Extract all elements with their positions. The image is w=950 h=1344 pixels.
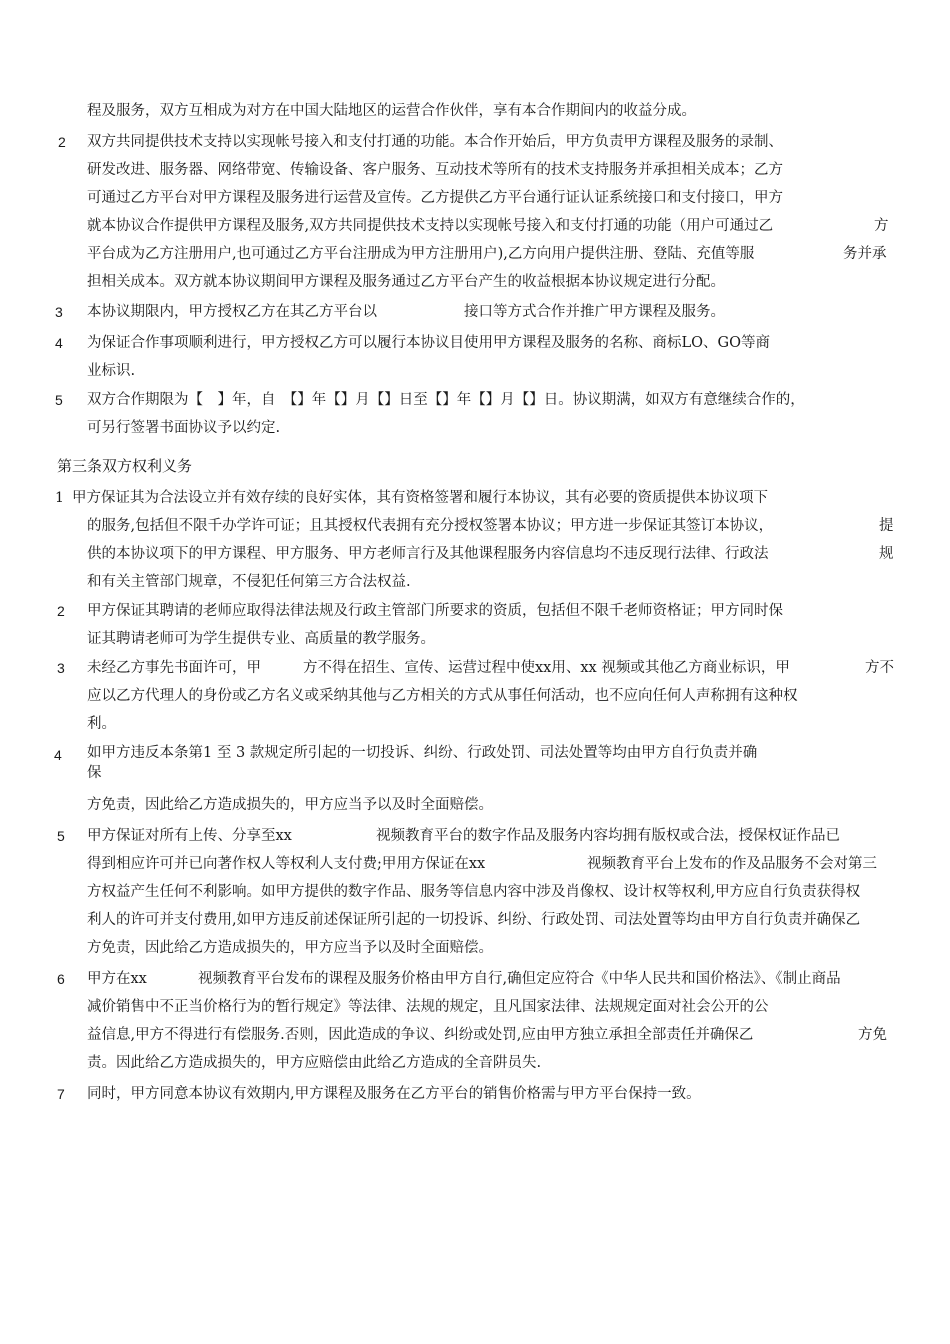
paragraph-line: 的服务,包括但不限千办学许可证；且其授权代表拥有充分授权签署本协议；甲方进一步保证其签订本协议， xyxy=(87,518,774,534)
paragraph-line: 为保证合作事项顺利进行，甲方授权乙方可以履行本协议目使用甲方课程及服务的名称、商标LO、GO等商 xyxy=(87,335,770,351)
paragraph-line: 方权益产生任何不利影响。如甲方提供的数字作品、服务等信息内容中涉及肖像权、设计权等权利,甲方应自行负责获得权 xyxy=(87,884,861,900)
paragraph-line: 和有关主管部门规章，不侵犯任何第三方合法权益. xyxy=(87,574,411,590)
paragraph-line-tail: 方不 xyxy=(865,660,894,676)
paragraph-line-tail: 规 xyxy=(879,546,894,562)
paragraph-line: 本协议期限内，甲方授权乙方在其乙方平台以 xyxy=(87,304,377,320)
list-number: 4 xyxy=(54,747,62,763)
paragraph-line: 双方合作期限为【 】年，自 【】年【】月【】日至【】年【】月【】日。协议期满，如双方有意继续合作的， xyxy=(87,392,805,408)
paragraph-line: 同时，甲方同意本协议有效期内,甲方课程及服务在乙方平台的销售价格需与甲方平台保持一致。 xyxy=(87,1086,701,1102)
paragraph-line: 责。因此给乙方造成损失的，甲方应赔偿由此给乙方造成的全音阱员失. xyxy=(87,1055,542,1071)
list-number: 4 xyxy=(55,335,63,351)
paragraph-line: 方免责，因此给乙方造成损失的，甲方应当予以及时全面赔偿。 xyxy=(87,797,493,813)
list-number: 5 xyxy=(57,828,65,844)
paragraph-line: 减价销售中不正当价格行为的暂行规定》等法律、法规的规定，且凡国家法律、法规规定面对社会公开的公 xyxy=(87,999,769,1015)
paragraph-line: 视频教育平台的数字作品及服务内容均拥有版权或合法，授保权证作品已 xyxy=(376,828,840,844)
paragraph-line-tail: 务并承 xyxy=(843,246,887,262)
paragraph-line: 甲方在xx xyxy=(87,971,147,987)
paragraph-line: 益信息,甲方不得进行有偿服务.否则，因此造成的争议、纠纷或处罚,应由甲方独立承担全部责任并确保乙 xyxy=(87,1027,754,1043)
paragraph-line: 甲方保证其聘请的老师应取得法律法规及行政主管部门所要求的资质，包括但不限千老师资格证；甲方同时保 xyxy=(87,603,783,619)
paragraph-line: 利。 xyxy=(87,716,116,732)
list-number: 2 xyxy=(58,134,66,150)
paragraph-line: 保 xyxy=(87,765,102,781)
list-number: 7 xyxy=(57,1086,65,1102)
paragraph-line: 得到相应许可并已向著作权人等权利人支付费;甲用方保证在xx xyxy=(87,856,486,872)
paragraph-line: 担相关成本。双方就本协议期间甲方课程及服务通过乙方平台产生的收益根据本协议规定进行分配。 xyxy=(87,274,725,290)
list-number: 5 xyxy=(55,392,63,408)
paragraph-line: 双方共同提供技术支持以实现帐号接入和支付打通的功能。本合作开始后，甲方负责甲方课程及服务的录制、 xyxy=(87,134,783,150)
paragraph-line: 接口等方式合作并推广甲方课程及服务。 xyxy=(464,304,725,320)
list-number: 6 xyxy=(57,971,65,987)
paragraph-line: 可通过乙方平台对甲方课程及服务进行运营及宣传。乙方提供乙方平台通行证认证系统接口和支付接口，甲方 xyxy=(87,190,783,206)
paragraph-line: 程及服务，双方互相成为对方在中国大陆地区的运营合作伙伴，享有本合作期间内的收益分成。 xyxy=(87,103,696,119)
paragraph-line: 就本协议合作提供甲方课程及服务,双方共同提供技术支持以实现帐号接入和支付打通的功能（用户可通过乙 xyxy=(87,218,774,234)
list-number: 3 xyxy=(57,660,65,676)
paragraph-line-tail: 方 xyxy=(874,218,889,234)
paragraph-line: 方不得在招生、宣传、运营过程中使xx用、xx 视频或其他乙方商业标识，甲 xyxy=(303,660,790,676)
paragraph-line-tail: 方免 xyxy=(858,1027,887,1043)
paragraph-line: 利人的许可并支付费用,如甲方违反前述保证所引起的一切投诉、纠纷、行政处罚、司法处置等均由甲方自行负责并确保乙 xyxy=(87,912,861,928)
paragraph-line: 视频教育平台上发布的作及品服务不会对第三 xyxy=(587,856,877,872)
paragraph-line: 应以乙方代理人的身份或乙方名义或采纳其他与乙方相关的方式从事任何活动，也不应向任何人声称拥有这种权 xyxy=(87,688,798,704)
paragraph-line: 如甲方违反本条第1 至 3 款规定所引起的一切投诉、纠纷、行政处罚、司法处置等均由甲方自行负责并确 xyxy=(87,745,758,761)
paragraph-line: 平台成为乙方注册用户,也可通过乙方平台注册成为甲方注册用户),乙方向用户提供注册、登陆、充值等服 xyxy=(87,246,755,262)
paragraph-line: 业标识. xyxy=(87,363,136,379)
paragraph-line: 甲方保证其为合法设立并有效存续的良好实体，其有资格签署和履行本协议，其有必要的资质提供本协议项下 xyxy=(72,490,768,506)
list-number: 1 xyxy=(55,490,64,506)
paragraph-line: 视频教育平台发布的课程及服务价格由甲方自行,确但定应符合《中华人民共和国价格法》、《制止商品 xyxy=(198,971,841,987)
paragraph-line: 研发改进、服务器、网络带宽、传输设备、客户服务、互动技术等所有的技术支持服务并承担相关成本；乙方 xyxy=(87,162,783,178)
paragraph-line: 未经乙方事先书面许可，甲 xyxy=(87,660,261,676)
paragraph-line: 证其聘请老师可为学生提供专业、高质量的教学服务。 xyxy=(87,631,435,647)
list-number: 2 xyxy=(57,603,65,619)
paragraph-line: 甲方保证对所有上传、分享至xx xyxy=(87,828,292,844)
paragraph-line: 可另行签署书面协议予以约定. xyxy=(87,420,281,436)
paragraph-line-tail: 提 xyxy=(879,518,894,534)
paragraph-line: 方免责，因此给乙方造成损失的，甲方应当予以及时全面赔偿。 xyxy=(87,940,493,956)
section-heading: 第三条双方权利义务 xyxy=(57,457,193,475)
paragraph-line: 供的本协议项下的甲方课程、甲方服务、甲方老师言行及其他课程服务内容信息均不违反现行法律、行政法 xyxy=(87,546,769,562)
list-number: 3 xyxy=(55,304,63,320)
